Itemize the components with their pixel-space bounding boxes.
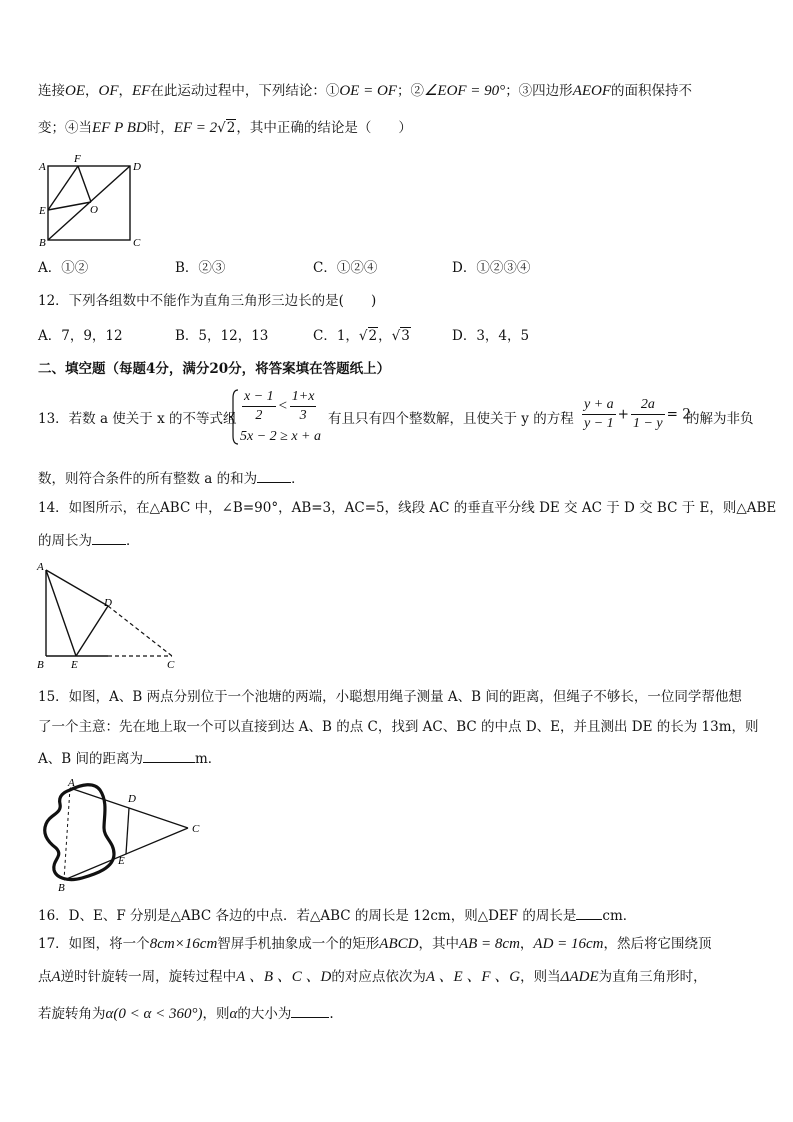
q11-line1: 连接OE，OF，EF在此运动过程中，下列结论：①OE = OF；②∠EOF = 90°；③四边形AEOF的面积保持不 xyxy=(38,83,693,99)
q17-line3: 若旋转角为α(0 < α < 360°)，则α的大小为 . xyxy=(38,1003,334,1023)
q14-label-d: D xyxy=(104,597,112,609)
q14-label-e: E xyxy=(71,659,78,671)
q15-line2: 了一个主意：先在地上取一个可以直接到达 A、B 的点 C，找到 AC、BC 的中点 D、E，并且测出 DE 的长为 13m，则 xyxy=(38,719,759,735)
q15-line1: 15．如图，A、B 两点分别位于一个池塘的两端，小聪想用绳子测量 A、B 间的距离，但绳子不够长，一位同学帮他想 xyxy=(38,689,742,705)
q13-line2: 数，则符合条件的所有整数 a 的和为 ． xyxy=(38,468,305,488)
q11-label-e: E xyxy=(39,205,46,217)
q11-label-d: D xyxy=(133,161,141,173)
q17-line1: 17．如图，将一个8cm×16cm智屏手机抽象成一个的矩形ABCD，其中AB = 8cm，AD = 16cm，然后将它围绕顶 xyxy=(38,936,712,952)
q17-line2: 点A逆时针旋转一周，旋转过程中A 、B 、C 、D的对应点依次为A 、E 、F 、G，则当ΔADE为直角三角形时， xyxy=(38,969,707,985)
q15-pond-figure xyxy=(34,776,214,894)
q11-label-a: A xyxy=(39,161,46,173)
q11-option-a[interactable]: A．①② xyxy=(38,260,89,276)
q15-label-e: E xyxy=(118,855,125,867)
q13-lead: 13．若数 a 使关于 x 的不等式组 xyxy=(38,411,237,427)
q11-label-o: O xyxy=(90,204,98,216)
q15-label-d: D xyxy=(128,793,136,805)
section-fill-in-heading: 二、填空题（每题4分，满分20分，将答案填在答题纸上） xyxy=(38,361,391,377)
q11-label-c: C xyxy=(133,237,141,248)
q17-answer-blank[interactable] xyxy=(291,1003,329,1018)
q14-label-b: B xyxy=(37,659,44,671)
q11-label-b: B xyxy=(39,237,46,248)
q14-label-c: C xyxy=(167,659,175,671)
q16-answer-blank[interactable] xyxy=(576,905,602,920)
q12-option-b[interactable]: B．5，12，13 xyxy=(175,328,269,344)
q13-answer-blank[interactable] xyxy=(257,468,291,483)
q15-label-b: B xyxy=(58,882,65,894)
q14-line1: 14．如图所示，在△ABC 中，∠B=90°，AB=3，AC=5，线段 AC 的垂直平分线 DE 交 AC 于 D 交 BC 于 E，则△ABE xyxy=(38,500,777,516)
q12-stem: 12．下列各组数中不能作为直角三角形三边长的是( ) xyxy=(38,293,377,309)
q13-middle: 有且只有四个整数解，且使关于 y 的方程 xyxy=(328,411,574,427)
q15-line3: A、B 间的距离为 m． xyxy=(38,748,221,768)
q12-option-c[interactable]: C．1，√2，√3 xyxy=(313,328,410,344)
q13-brace xyxy=(230,388,240,446)
q13-equation: $\frac{y + a}{y - 1}$ + $\frac{2a}{1 - y}$ = 2 xyxy=(584,397,691,431)
q14-label-a: A xyxy=(37,561,44,573)
q16-line: 16．D、E、F 分别是△ABC 各边的中点．若△ABC 的周长是 12cm，则△DEF 的周长是 cm． xyxy=(38,905,636,925)
q15-label-c: C xyxy=(192,823,200,835)
q11-square-figure xyxy=(36,152,146,248)
q11-label-f: F xyxy=(74,153,81,165)
q14-line2: 的周长为 ． xyxy=(38,530,140,550)
q11-line2: 变；④当EF P BD时，EF = 2√2，其中正确的结论是（ ） xyxy=(38,120,412,136)
q15-answer-blank[interactable] xyxy=(143,748,195,763)
q14-triangle-figure xyxy=(34,560,184,672)
q15-label-a: A xyxy=(68,777,75,789)
q12-option-a[interactable]: A．7，9，12 xyxy=(38,328,123,344)
q12-option-d[interactable]: D．3，4，5 xyxy=(452,328,530,344)
q13-inequality-2: 5x − 2 ≥ x + a xyxy=(240,429,322,444)
q14-answer-blank[interactable] xyxy=(92,530,126,545)
q11-option-c[interactable]: C．①②④ xyxy=(313,260,378,276)
q11-option-d[interactable]: D．①②③④ xyxy=(452,260,531,276)
q13-tail: 的解为非负 xyxy=(686,411,754,427)
q13-inequality-1: $\frac{x - 1}{2}$ < $\frac{1+x}{3}$ xyxy=(244,389,315,423)
q11-option-b[interactable]: B．②③ xyxy=(175,260,226,276)
